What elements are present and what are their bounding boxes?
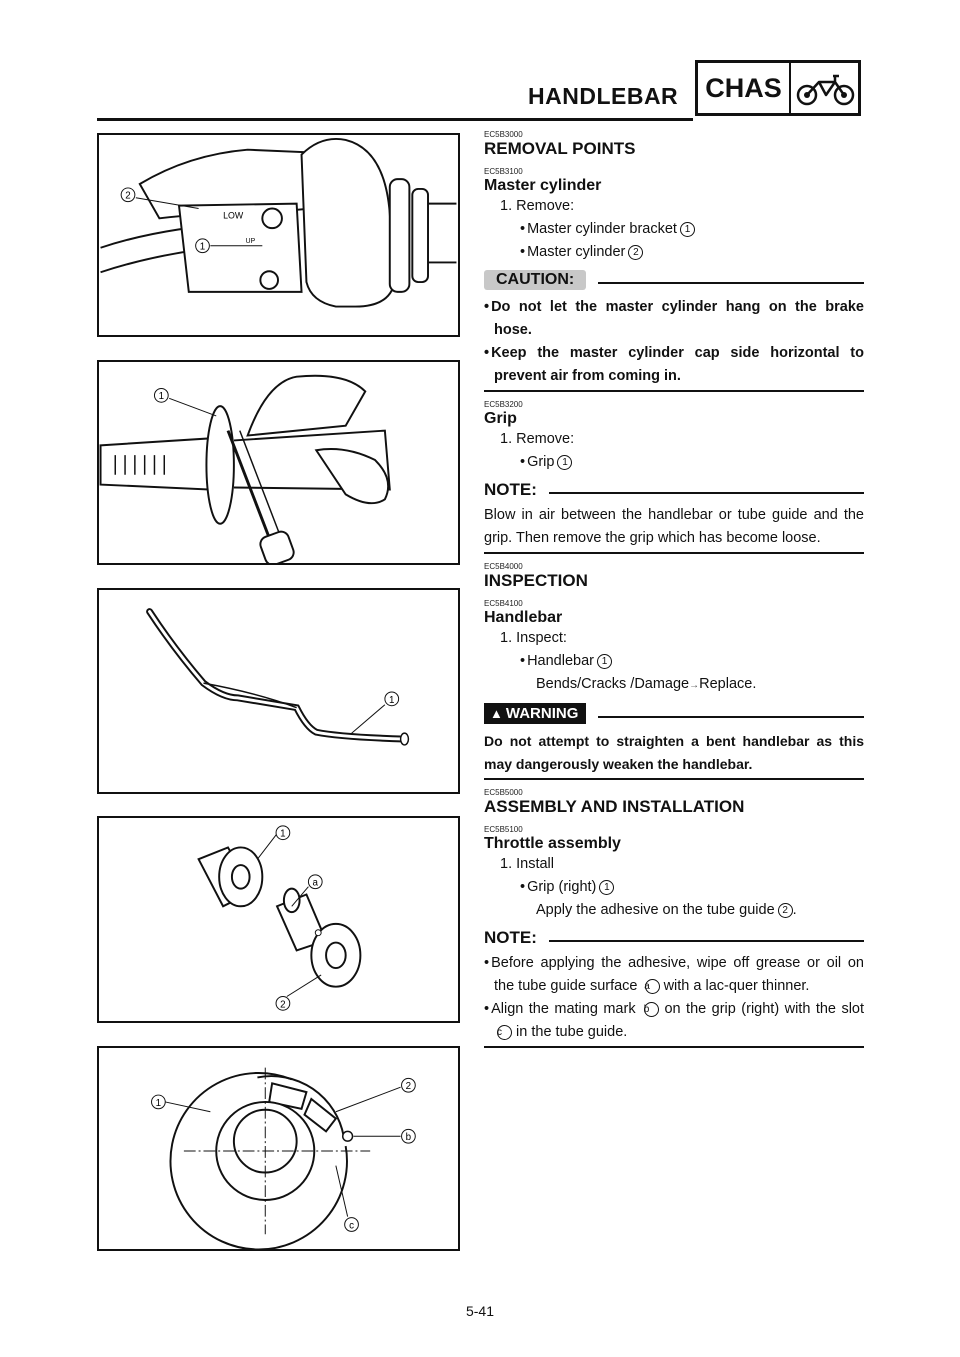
step-text: 1. Remove:: [500, 198, 575, 214]
warning-header: [484, 703, 864, 724]
sub-item: Apply the adhesive on the tube guide 2 .: [536, 902, 797, 918]
page-number: 5-41: [465, 1303, 495, 1319]
up-marking: UP: [245, 237, 256, 245]
page-title: HANDLEBAR: [528, 83, 679, 109]
list-item: • Master cylinder bracket 1: [484, 218, 864, 241]
subsection-heading: Master cylinder: [484, 177, 602, 194]
section-badge: [695, 60, 861, 116]
caution-item: • Do not let the master cylinder hang on the brake hose.: [484, 296, 864, 342]
section-code: EC5B3000: [484, 130, 523, 139]
caution-label: CAUTION:: [484, 270, 586, 290]
section-heading: ASSEMBLY AND INSTALLATION: [484, 797, 745, 816]
note-end-rule: [484, 1046, 864, 1048]
note-item: • Align the mating mark b on the grip (right) with the slot c in the tube guide.: [484, 998, 864, 1044]
callout-2: 2: [405, 1081, 412, 1093]
warning-text: Do not attempt to straighten a bent handlebar as this may dangerously weaken the handlebar.: [484, 733, 864, 772]
text-column: [484, 122, 864, 1048]
section-code: EC5B5000: [484, 788, 523, 797]
motorcycle-icon: [791, 63, 858, 113]
callout-1: 1: [280, 828, 286, 840]
subsection-code: EC5B4100: [484, 599, 523, 608]
subsection-code: EC5B3200: [484, 400, 523, 409]
callout-2: 2: [280, 999, 286, 1011]
list-item: • Handlebar 1: [484, 650, 864, 673]
step-text: 1. Inspect:: [500, 630, 567, 646]
figure-grip-removal: [97, 360, 460, 565]
note-label: NOTE:: [484, 480, 537, 499]
callout-2: 2: [125, 190, 131, 202]
subsection-heading: Throttle assembly: [484, 835, 621, 852]
callout-b: b: [405, 1132, 412, 1144]
callout-c: c: [349, 1220, 354, 1232]
section-heading: REMOVAL POINTS: [484, 139, 636, 158]
callout-1: 1: [158, 391, 165, 403]
figure-mating-mark: [97, 1046, 460, 1251]
caution-header: [484, 270, 864, 290]
note-end-rule: [484, 552, 864, 554]
warning-triangle-icon: ▲: [490, 706, 503, 721]
figure-handlebar: [97, 588, 460, 794]
sub-item: Bends/Cracks /Damage→Replace.: [536, 676, 757, 692]
callout-1: 1: [389, 694, 395, 706]
section-label: CHAS: [698, 63, 791, 113]
step-text: 1. Remove:: [500, 431, 575, 447]
subsection-heading: Grip: [484, 410, 517, 427]
warning-end-rule: [484, 778, 864, 780]
header-rule: [97, 118, 693, 121]
section-heading: INSPECTION: [484, 571, 588, 590]
list-item: • Master cylinder 2: [484, 241, 864, 264]
subsection-code: EC5B3100: [484, 167, 523, 176]
step-text: 1. Install: [500, 856, 554, 872]
caution-end-rule: [484, 390, 864, 392]
subsection-code: EC5B5100: [484, 825, 523, 834]
note-text: Blow in air between the handlebar or tube guide and the grip. Then remove the grip which has become loose.: [484, 507, 864, 546]
figure-throttle-assembly: [97, 816, 460, 1023]
note-item: • Before applying the adhesive, wipe off grease or oil on the tube guide surface a with a lac-quer thinner.: [484, 952, 864, 998]
note-header: [484, 480, 864, 500]
callout-1: 1: [155, 1097, 162, 1109]
figure-master-cylinder: [97, 133, 460, 337]
list-item: • Grip (right) 1: [484, 876, 864, 899]
note-header: [484, 928, 864, 948]
subsection-heading: Handlebar: [484, 609, 563, 626]
section-code: EC5B4000: [484, 562, 523, 571]
callout-a: a: [312, 877, 319, 889]
callout-1: 1: [199, 241, 206, 253]
low-marking: LOW: [223, 210, 244, 221]
note-label: NOTE:: [484, 928, 537, 947]
warning-label: ▲ WARNING: [484, 703, 586, 724]
caution-item: • Keep the master cylinder cap side horizontal to prevent air from coming in.: [484, 342, 864, 388]
list-item: • Grip 1: [484, 451, 864, 474]
